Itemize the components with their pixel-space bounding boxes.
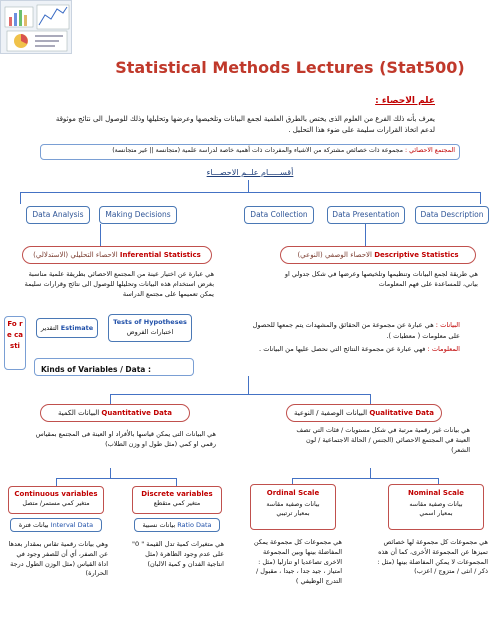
discrete-ar-label: متغير كمي متقطع — [153, 500, 201, 507]
connector-line — [176, 478, 177, 486]
forecasting-box — [4, 316, 26, 370]
forecasting-label: Fo re ca sti — [6, 320, 24, 350]
interval-en-label: Interval Data — [50, 521, 94, 529]
connector-line — [100, 224, 101, 246]
estimate-box — [36, 318, 98, 338]
qualitative-en-label: Qualitative Data — [369, 409, 434, 417]
connector-line — [370, 468, 371, 478]
qualitative-ar-label: البيانات الوصفية / النوعية — [294, 409, 368, 417]
qualitative-description: هي بيانات غير رقمية مرتبة في شكل مستويات / فئات التي تصف العينة في المجتمع الاحصائي (الجنس / الحالة الاجتماعية / لون الشعر) — [296, 426, 470, 454]
inferential-en-label: Inferential Statistics — [119, 251, 201, 259]
connector-line — [370, 394, 371, 404]
data-label: البيانات : — [435, 321, 460, 329]
descriptive-statistics-box — [280, 246, 476, 264]
nominal-en-label: Nominal Scale — [408, 489, 464, 497]
estimate-en-label: Estimate — [60, 324, 94, 332]
information-definition — [250, 344, 460, 355]
data-presentation-label: Data Presentation — [332, 210, 400, 219]
data-collection-label: Data Collection — [250, 210, 308, 219]
making-decisions-box — [99, 206, 177, 224]
discrete-variables-box — [132, 486, 222, 514]
quantitative-ar-label: البيانات الكمية — [58, 409, 100, 417]
ordinal-ar2-label: بمعيار ترتيبي — [276, 510, 310, 517]
ratio-en-label: Ratio Data — [177, 521, 212, 529]
descriptive-ar-label: الاحصاء الوصفي (النوعي) — [297, 251, 372, 259]
connector-line — [248, 180, 249, 192]
connector-line — [365, 224, 366, 246]
interval-data-box — [10, 518, 102, 532]
inferential-ar-label: الاحصاء التحليلي (الاستدلالي) — [33, 251, 118, 259]
hypotheses-ar-label: اختبارات الفروض — [126, 328, 174, 336]
connector-line — [20, 192, 21, 204]
connector-line — [56, 478, 176, 479]
continuous-description: وهي بيانات رقمية تقاس بمقدار بعدها عن الصفر، أي أن للصفر وجود في اداة القياس (مثل الوزن الطول درجة الحرارة) — [8, 540, 108, 578]
ordinal-ar1-label: بيانات وصفية مقاسة — [266, 501, 320, 508]
quantitative-data-box — [40, 404, 190, 422]
population-label: المجتمع الاحصائي : — [404, 147, 455, 154]
ratio-ar-label: بيانات نسبية — [142, 521, 176, 529]
continuous-en-label: Continuous variables — [14, 490, 98, 498]
data-description-box — [415, 206, 489, 224]
info-text: فهي عبارة عن مجموعة النتائج التي نحصل عليها من البيانات . — [259, 345, 426, 353]
qualitative-data-box — [286, 404, 442, 422]
continuous-ar-label: متغير كمي مستمر/ متصل — [22, 500, 90, 507]
connector-line — [110, 468, 111, 478]
inferential-statistics-box — [22, 246, 212, 264]
kinds-of-variables-box — [34, 358, 194, 376]
hypotheses-en-label: Tests of Hypotheses — [113, 318, 187, 326]
discrete-description: هي متغيرات كمية تدل القيمة " 0" على عدم وجود الظاهرة (مثل انتاجية الفدان و كمية الالبان) — [132, 540, 224, 568]
data-collection-box — [244, 206, 314, 224]
connector-line — [110, 394, 111, 404]
interval-ar-label: بيانات فترة — [18, 521, 49, 529]
page-title: Statistical Methods Lectures (Stat500) — [115, 58, 465, 77]
kinds-title: Kinds of Variables / Data : — [41, 365, 151, 374]
ordinal-description: هي مجموعات كل مجموعة يمكن المفاضلة بينها وبين المجموعة الاخرى تصاعديا او تنازليا (مثل : امتياز ، جيد جدا ، جيدا ، مقبول / التدرج الوظيفي ) — [253, 538, 342, 585]
population-text: مجموعة ذات خصائص مشتركة من الاشياء والمفردات ذات أهمية خاصة لدراسة علمية (متجانسة || غير متجانسة) — [112, 147, 403, 154]
intro-paragraph: يعرف بأنه ذلك الفرع من العلوم الذى يختص بالطرق العلمية لجمع البيانات وتلخيصها وعرضها وتحليلها وذلك للوصول الى نتائج موثوقة لدعم اتخاذ القرارات سليمة على ضوء هذا التحليل . — [55, 115, 435, 134]
discrete-en-label: Discrete variables — [141, 490, 213, 498]
ratio-data-box — [134, 518, 220, 532]
descriptive-description: هي طريقة لجمع البيانات وتنظيمها وتلخيصها وعرضها في شكل جدولي او بياني، للمساعدة على فهم المعلومات — [284, 270, 478, 288]
connector-line — [248, 376, 249, 394]
nominal-ar1-label: بيانات وصفية مقاسه — [409, 501, 463, 508]
header-thumbnail-image — [0, 0, 72, 54]
quantitative-description: هي البيانات التى يمكن قياسها بالأفراد او العينة فى المجتمع بمقياس رقمي او كمي (مثل طول او وزن الطلاب) — [35, 430, 216, 448]
population-definition-box — [40, 144, 460, 160]
continuous-variables-box — [8, 486, 104, 514]
ordinal-scale-box — [250, 484, 336, 530]
info-label: المعلومات : — [427, 345, 460, 353]
descriptive-en-label: Descriptive Statistics — [374, 251, 459, 259]
connector-line — [20, 192, 480, 193]
sections-title: أقســـــام علــم الاحصـــاء — [206, 168, 294, 177]
ordinal-en-label: Ordinal Scale — [266, 489, 320, 497]
connector-line — [292, 478, 438, 479]
data-analysis-label: Data Analysis — [32, 210, 84, 219]
connector-line — [110, 394, 370, 395]
data-description-label: Data Description — [420, 210, 484, 219]
inferential-description: هي عبارة عن اختيار عينة من المجتمع الاحصائي بطريقة علمية مناسبة بغرض استخدام هذه البيانات وتحليلها للوصول الى نتائج وقرارات سليمة يمكن تعميمها على مجتمع الدراسة — [24, 270, 214, 298]
nominal-scale-box — [388, 484, 484, 530]
estimate-ar-label: التقدير — [40, 324, 59, 332]
data-text: هي عبارة عن مجموعة من الحقائق والمشهدات يتم جمعها للحصول على معلومات ( معطيات ). — [252, 321, 460, 340]
hypotheses-box — [108, 314, 192, 342]
nominal-description: هي مجموعات كل مجموعة لها خصائص تميزها عن المجموعة الأخرى، كما أن هذه المجموعات لا يمكن المفاضلة بينها (مثل : ذكر / انثى / متزوج / اعزب) — [377, 538, 488, 576]
chart-thumbnail-icon — [1, 1, 73, 55]
making-decisions-label: Making Decisions — [105, 210, 171, 219]
intro-heading: علم الاحصاء : — [375, 96, 435, 106]
data-analysis-box — [26, 206, 90, 224]
quantitative-en-label: Quantitative Data — [101, 409, 172, 417]
connector-line — [56, 478, 57, 486]
connector-line — [480, 192, 481, 204]
data-presentation-box — [327, 206, 405, 224]
nominal-ar2-label: بمعيار اسمي — [419, 510, 453, 517]
data-definition — [250, 320, 460, 341]
